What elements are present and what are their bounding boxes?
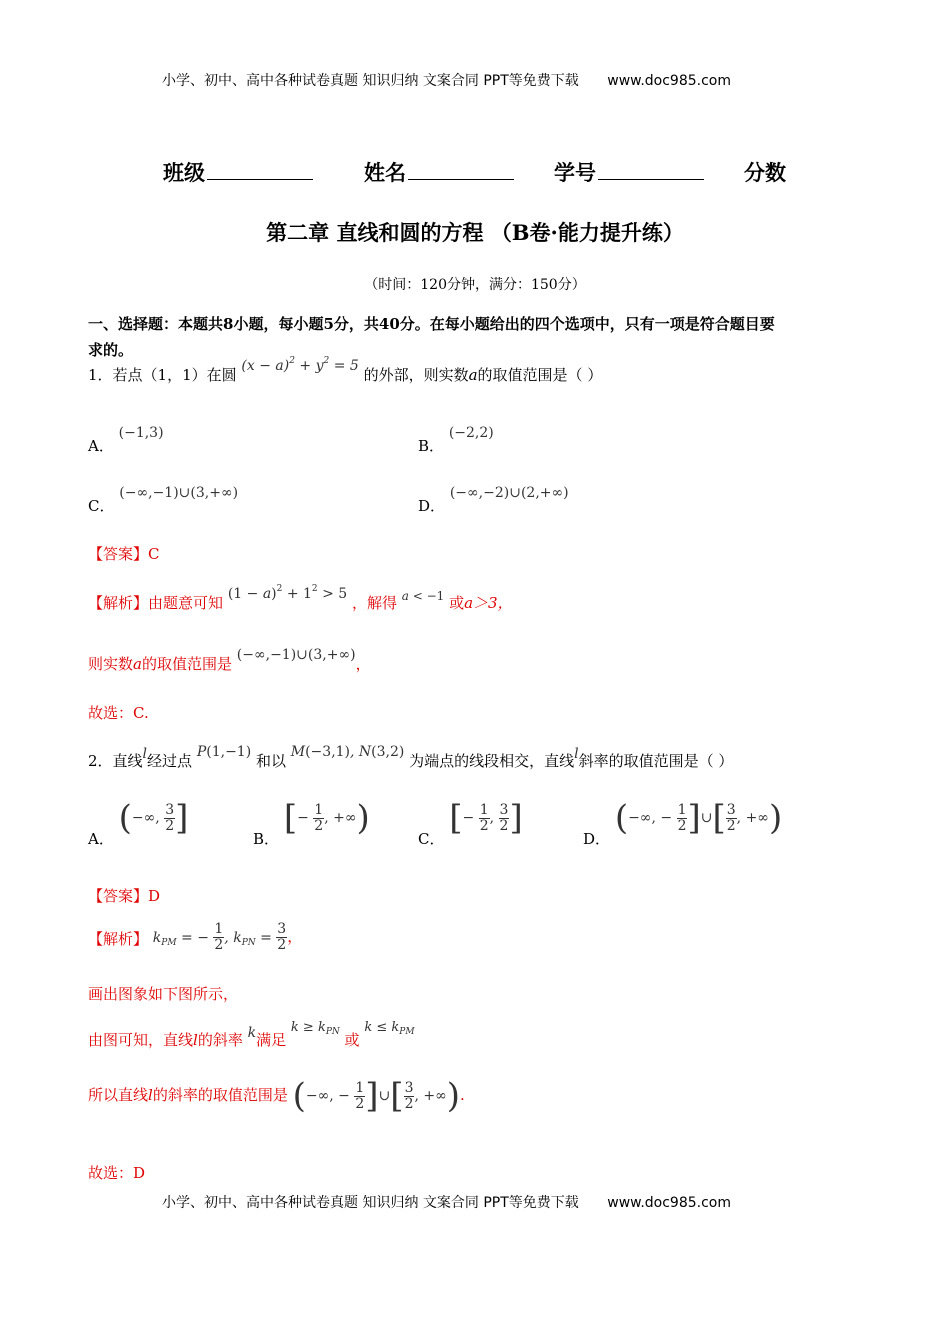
info-field-score: 分数 [744,160,786,185]
q2-option-b[interactable]: B． [− $\frac{1}{2}$ , +∞) [253,798,370,848]
section-heading-line1: 一、选择题：本题共8小题，每小题5分，共40分。在每小题给出的四个选项中，只有一项是符合题目要 [88,315,775,333]
header-text: 小学、初中、高中各种试卷真题 知识归纳 文案合同 PPT等免费下载 [162,73,579,89]
q1-conclusion: 故选：C. [88,704,149,722]
info-field-class: 班级 [163,157,313,187]
q2-option-c[interactable]: C． [− $\frac{1}{2}$ , $\frac{3}{2}$ ] [418,798,523,848]
page-subtitle: （时间：120分钟，满分：150分） [364,277,586,293]
q2-conclusion: 故选：D [88,1164,146,1182]
header-url: www.doc985.com [607,73,731,89]
q1-circle-equation: $(x - a)^2 + y^2 = 5$ [241,356,359,374]
q1-option-b[interactable]: B． (−2,2) [418,425,494,455]
page-footer [162,1192,731,1212]
q2-analysis-draw: 画出图象如下图所示， [88,985,239,1003]
section-heading-line2: 求的。 [88,341,134,359]
q2-analysis: 【解析】 $k_{PM}$ = − $\frac{1}{2}$ , $k_{PN}$ = $\frac{3}{2}$ ， [88,921,303,953]
q1-analysis: 【解析】由题意可知 $(1 - a)^2 + 1^2 > 5$ ，解得 $^{a < -1}$ 或a＞3， [88,584,513,612]
q1-option-d[interactable]: D． (−∞,−2)∪(2,+∞) [418,485,569,515]
info-field-name: 姓名 [364,157,514,187]
q1-stem: 1．若点（1，1）在圆 $(x - a)^2 + y^2 = 5$ 的外部，则实数a的取值范围是（ ） [88,356,603,384]
q2-option-a[interactable]: A． (−∞, $\frac{3}{2}$ ] [88,798,189,848]
q1-answer: 【答案】C [88,545,160,563]
footer-url: www.doc985.com [607,1195,731,1211]
q2-answer: 【答案】D [88,887,161,905]
page-title: 第二章 直线和圆的方程 （B卷·能力提升练） [266,220,684,245]
page-header [162,70,731,90]
footer-text: 小学、初中、高中各种试卷真题 知识归纳 文案合同 PPT等免费下载 [162,1195,579,1211]
info-field-id: 学号 [554,157,704,187]
q2-analysis-slope: 由图可知，直线l的斜率 k满足 $k \ge k_{PN}$ 或 $k \le k_{PM}$ [88,1020,415,1049]
q1-option-a[interactable]: A． (−1,3) [88,425,164,455]
q2-analysis-range: 所以直线l的斜率的取值范围是 (−∞, − $\frac{1}{2}$ ]∪[ $\frac{3}{2}$ , +∞). [88,1076,465,1116]
q1-option-c[interactable]: C． (−∞,−1)∪(3,+∞) [88,485,239,515]
q1-analysis-range: 则实数a的取值范围是 (−∞,−1)∪(3,+∞)， [88,647,371,673]
q2-stem: 2．直线l经过点 P(1,−1) 和以 M(−3,1), N(3,2) 为端点的线段相交，直线l斜率的取值范围是（ ） [88,744,734,770]
q2-option-d[interactable]: D． (−∞, − $\frac{1}{2}$ ]∪[ $\frac{3}{2}$ , +∞) [583,798,783,848]
